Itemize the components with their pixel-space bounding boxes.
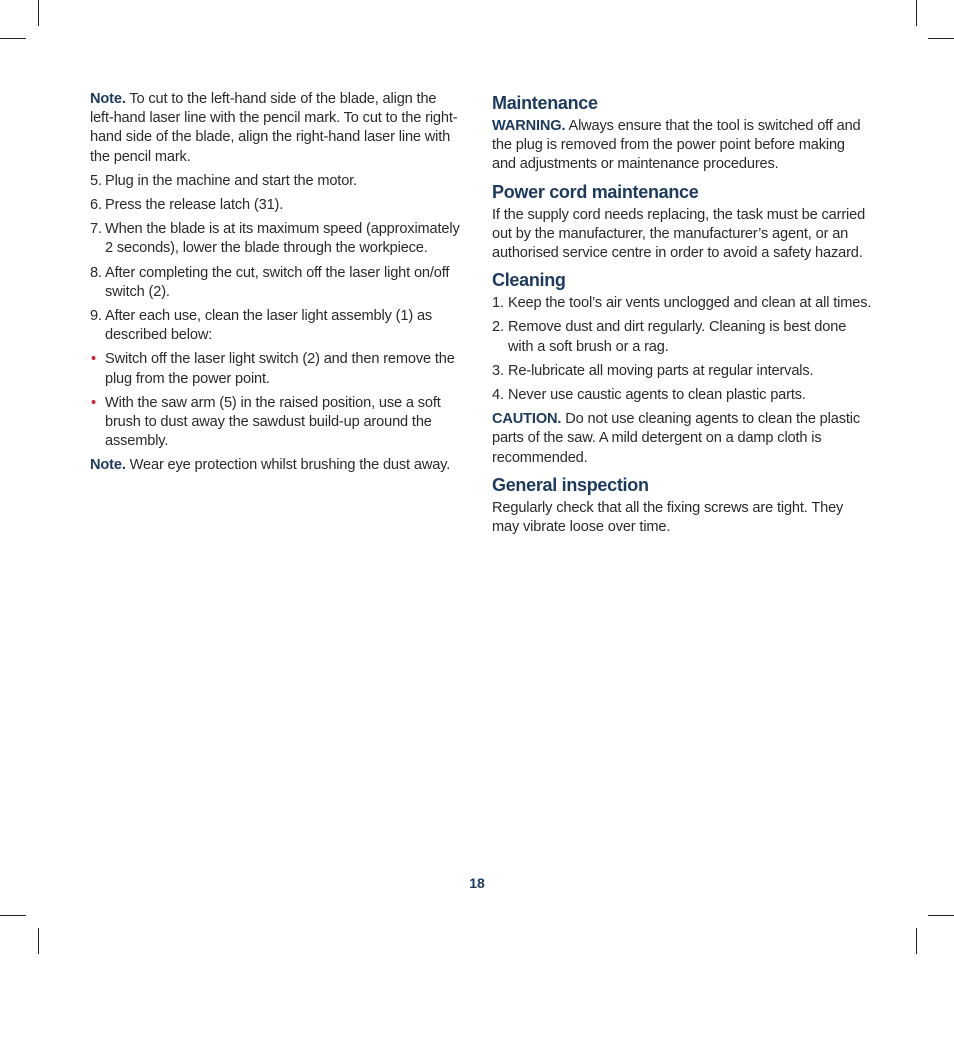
section-heading: General inspection <box>492 474 649 495</box>
page-number: 18 <box>469 875 485 891</box>
step-item: 4. Never use caustic agents to clean plastic parts. <box>492 387 806 404</box>
step-item: 5. Plug in the machine and start the motor. <box>90 172 357 189</box>
note-paragraph <box>90 456 462 475</box>
bullet-item <box>90 394 462 452</box>
step-text: After completing the cut, switch off the laser light on/off switch (2). <box>105 264 450 300</box>
step-item: 6. Press the release latch (31). <box>90 197 284 214</box>
bullet-icon: • <box>91 351 96 368</box>
crop-mark <box>928 915 954 916</box>
step-item: 9. After each use, clean the laser light assembly (1) as described below: <box>90 308 433 344</box>
step-text: Plug in the machine and start the motor. <box>105 172 357 189</box>
step-item: 3. Re-lubricate all moving parts at regular intervals. <box>492 362 814 379</box>
bullet-icon: • <box>91 394 96 411</box>
bullet-text: With the saw arm (5) in the raised position, use a soft brush to dust away the sawdust build-up around the assembly. <box>105 394 441 450</box>
note-text: Wear eye protection whilst brushing the dust away. <box>125 457 451 474</box>
step-item: 1. Keep the tool’s air vents unclogged and clean at all times. <box>492 295 872 312</box>
step-item: 7. When the blade is at its maximum speed (approximately 2 seconds), lower the blade through the workpiece. <box>90 221 460 257</box>
note-text: To cut to the left-hand side of the blade, align the left-hand laser line with the pencil mark. To cut to the right-hand side of the blade, align the right-hand laser line with the pencil mark. <box>90 91 458 165</box>
power-cord-section <box>492 181 872 264</box>
note-paragraph <box>90 90 462 167</box>
caution-label: CAUTION. <box>492 411 562 428</box>
crop-mark <box>916 928 917 954</box>
crop-mark <box>916 0 917 26</box>
note-label: Note. <box>90 457 126 474</box>
step-item: 8. After completing the cut, switch off the laser light on/off switch (2). <box>90 264 450 300</box>
crop-mark <box>0 915 26 916</box>
bullet-text: Switch off the laser light switch (2) and then remove the plug from the power point. <box>105 351 455 387</box>
step-item: 2. Remove dust and dirt regularly. Cleaning is best done with a soft brush or a rag. <box>492 319 847 355</box>
caution-text: Do not use cleaning agents to clean the plastic parts of the saw. A mild detergent on a damp cloth is recommended. <box>492 411 860 466</box>
crop-mark <box>38 928 39 954</box>
crop-mark <box>0 38 26 39</box>
crop-mark <box>38 0 39 26</box>
section-text: Regularly check that all the fixing screws are tight. They may vibrate loose over time. <box>492 499 844 536</box>
section-heading: Power cord maintenance <box>492 181 699 202</box>
right-column <box>492 92 872 543</box>
step-text: When the blade is at its maximum speed (approximately 2 seconds), lower the blade through the workpiece. <box>105 221 460 257</box>
section-heading: Maintenance <box>492 93 598 113</box>
crop-mark <box>928 38 954 39</box>
left-column <box>90 90 462 481</box>
section-text: If the supply cord needs replacing, the task must be carried out by the manufacturer, the manufacturer’s agent, or an authorised service centre in order to avoid a safety hazard. <box>492 206 866 262</box>
step-text: Press the release latch (31). <box>105 197 284 214</box>
section-heading: Cleaning <box>492 270 566 291</box>
maintenance-section <box>492 92 872 175</box>
bullet-item <box>90 350 462 388</box>
inspection-section <box>492 474 872 537</box>
cleaning-section <box>492 269 872 468</box>
step-text: After each use, clean the laser light assembly (1) as described below: <box>105 308 433 344</box>
note-label: Note. <box>90 91 126 107</box>
warning-text: Always ensure that the tool is switched off and the plug is removed from the power point before making and adjustments or maintenance procedures. <box>492 118 861 173</box>
warning-label: WARNING. <box>492 118 566 134</box>
